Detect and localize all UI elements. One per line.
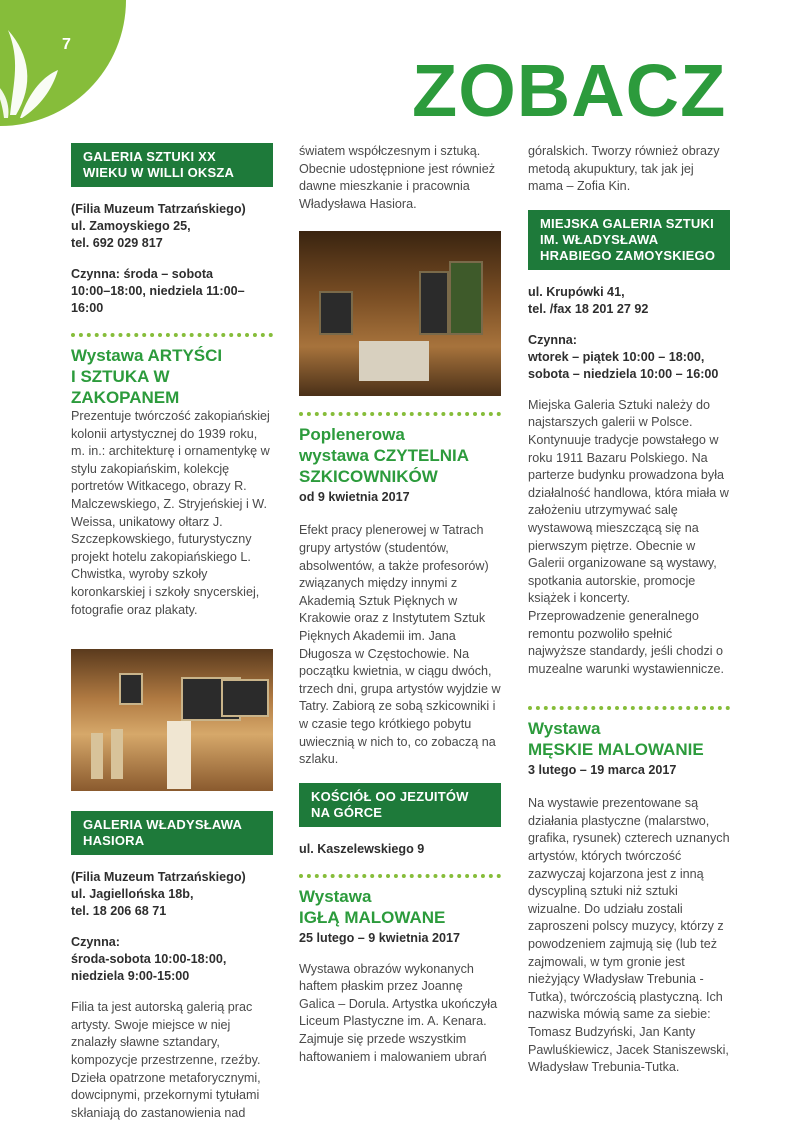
info-line: ul. Jagiellońska 18b, xyxy=(71,887,194,902)
event-description: Na wystawie prezentowane są działania plastyczne (malarstwo, grafika, rysunek) czterech uznanych artystów, których twórczość zazwyczaj kojarzona jest z inną dyscypliną sztuki niż sztuki wizualne. Do udziału zostali zaproszeni polscy muzycy, którzy z powodzeniem zajmują się (lub też zajmowali, w tym gronie jest nieżyjący Władysław Trebunia -Tutka), twórczością plastyczną. Ich nazwiska mówią same za siebie: Tomasz Budzyński, Jan Kanty Pawluśkiewicz, Jacek Staniszewski, Władysław Trebunia-Tutka. xyxy=(528,796,730,1075)
info-line: ul. Krupówki 41, xyxy=(528,284,625,299)
section-title-galeria-hasiora: GALERIA WŁADYSŁAWA HASIORA xyxy=(71,811,273,855)
column-2 xyxy=(299,143,501,1066)
event-date: 3 lutego – 19 marca 2017 xyxy=(528,763,677,778)
info-line: (Filia Muzeum Tatrzańskiego) xyxy=(71,870,246,885)
hours-line: środa-sobota 10:00-18:00, xyxy=(71,952,227,967)
event-description: Prezentuje twórczość zakopiańskiej kolonii artystycznej do 1939 roku, m. in.: architekturę i ornamentykę w stylu zakopiańskim, kolekcję portretów Witkacego, obrazy R. Malczewskiego, Z. Stryjeńskiej i W. Weissa, unikatowy ołtarz J. Szczepkowskiego, futurystyczny projekt hotelu zakopiańskiego L. Chwistka, wyroby szkoły koronkarskiej i szkoły snycerskiej, fotografie oraz plakaty. xyxy=(71,409,270,617)
event-title: MĘSKIE MALOWANIE xyxy=(528,740,704,760)
section-title-galeria-xx: GALERIA SZTUKI XX WIEKU W WILLI OKSZA xyxy=(71,143,273,187)
event-title: Wystawa xyxy=(299,886,372,906)
hours-line: niedziela 9:00-15:00 xyxy=(71,969,190,984)
event-title: Poplenerowa xyxy=(299,425,405,445)
address-line: ul. Kaszelewskiego 9 xyxy=(299,841,425,856)
dotted-divider xyxy=(71,333,273,337)
page-number: 7 xyxy=(62,36,71,53)
dotted-divider xyxy=(299,412,501,416)
continued-text: góralskich. Tworzy również obrazy metodą akupuktury, tak jak jej mama – Zofia Kin. xyxy=(528,144,720,194)
hours-line: wtorek – piątek 10:00 – 18:00, xyxy=(528,349,705,364)
page-heading: ZOBACZ xyxy=(412,49,727,132)
hours-line: Czynna: środa – sobota xyxy=(71,267,214,281)
event-title: wystawa CZYTELNIA xyxy=(299,446,470,466)
dotted-divider xyxy=(299,874,501,878)
section-title-miejska: MIEJSKA GALERIA SZTUKI IM. WŁADYSŁAWA HRABIEGO ZAMOYSKIEGO xyxy=(528,210,730,270)
event-title: Wystawa xyxy=(528,719,601,739)
leaf-icon xyxy=(0,20,80,120)
info-line: ul. Zamoyskiego 25, xyxy=(71,219,191,233)
dotted-divider xyxy=(528,706,730,710)
hours-line: sobota – niedziela 10:00 – 16:00 xyxy=(528,366,719,381)
event-description: Efekt pracy plenerowej w Tatrach grupy artystów (studentów, absolwentów, a także profesorów) związanych między innymi z Akademią Sztuk Pięknych w Krakowie oraz z Instytutem Sztuk Pięknych Akademii im. Jana Długosza w Częstochowie. Na początku kwietnia, w ciągu dwóch, trzech dni, grupa artystów wyjdzie w Tatry. Zabiorą ze sobą szkicowniki i w czasie tego krótkiego pobytu uwiecznią w nich to, co zobaczą na szlaku. xyxy=(299,523,501,767)
hasior-gallery-photo xyxy=(299,231,501,396)
event-title: IGŁĄ MALOWANE xyxy=(299,907,446,927)
event-title: Wystawa ARTYŚCI xyxy=(71,346,223,365)
gallery-photo xyxy=(71,649,273,791)
column-1 xyxy=(71,143,273,1122)
section-description: Miejska Galeria Sztuki należy do najstarszych galerii w Polsce. Kontynuuje tradycje powstałego w roku 1911 Bazaru Polskiego. Na parterze budynku prowadzona była działalność handlowa, która miała w założeniu utrzymywać salę wystawową mieszczącą się na pierwszym piętrze. Obecnie w Galerii organizowane są wystawy, spotkania autorskie, promocje książek i koncerty. Przeprowadzenie generalnego remontu pozwoliło spełnić najwyższe standardy, jeśli chodzi o muzealne warunki wystawiennicze. xyxy=(528,397,729,676)
hours-line: 10:00–18:00, niedziela 11:00–16:00 xyxy=(71,284,245,315)
event-date: 25 lutego – 9 kwietnia 2017 xyxy=(299,930,460,945)
event-title: I SZTUKA W ZAKOPANEM xyxy=(71,367,180,407)
column-3 xyxy=(528,143,730,1077)
section-description: Filia ta jest autorską galerią prac artysty. Swoje miejsce w niej znalazły sławne sztandary, kompozycje przestrzenne, rzeźby. Dzieła opatrzone metaforycznymi, dowcipnymi, przekornymi tytułami skłaniają do zastanowienia nad xyxy=(71,1000,261,1120)
event-description: Wystawa obrazów wykonanych haftem płaskim przez Joannę Galica – Dorula. Artystka ukończyła Liceum Plastyczne im. A. Kenara. Zajmuje się przede wszystkim haftowaniem i malowaniem ubrań xyxy=(299,961,498,1064)
continued-text: światem współczesnym i sztuką. Obecnie udostępnione jest również dawne mieszkanie i pracownia Władysława Hasiora. xyxy=(299,144,496,211)
info-line: (Filia Muzeum Tatrzańskiego) xyxy=(71,202,246,216)
info-line: tel. 692 029 817 xyxy=(71,236,163,250)
info-line: tel. 18 206 68 71 xyxy=(71,904,167,919)
event-title: SZKICOWNIKÓW xyxy=(299,467,438,487)
hours-line: Czynna: xyxy=(71,935,120,950)
info-line: tel. /fax 18 201 27 92 xyxy=(528,301,649,316)
section-title-kosciol: KOŚCIÓŁ OO JEZUITÓW NA GÓRCE xyxy=(299,783,501,827)
hours-line: Czynna: xyxy=(528,332,577,347)
event-date: od 9 kwietnia 2017 xyxy=(299,490,410,505)
